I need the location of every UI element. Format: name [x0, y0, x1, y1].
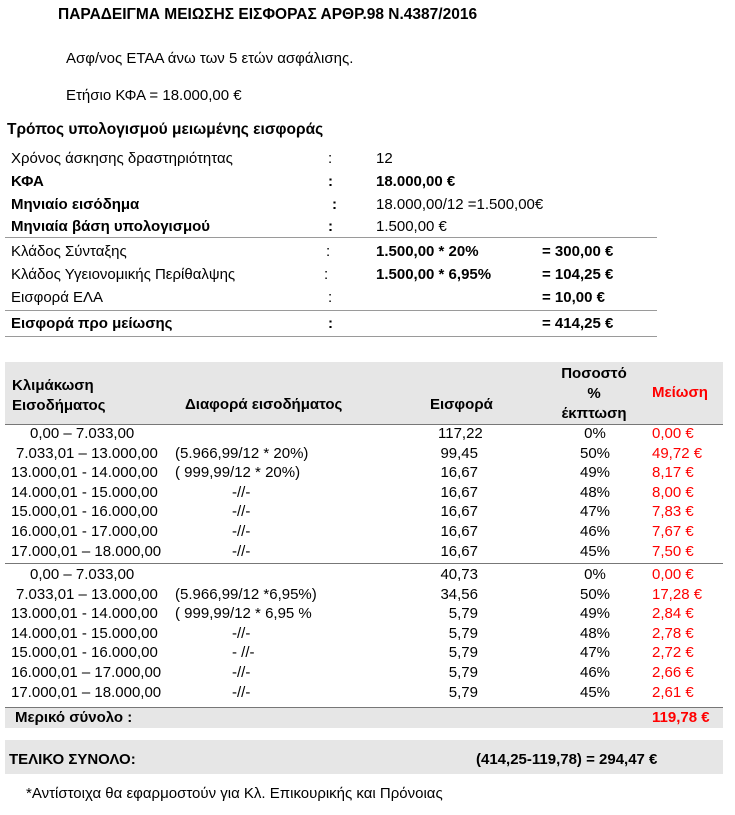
cell-reduction: 0,00 €	[652, 425, 694, 442]
cell-reduction: 7,50 €	[652, 542, 694, 560]
subtotal-label: Μερικό σύνολο :	[15, 709, 133, 726]
intro-line-2: Ετήσιο ΚΦΑ = 18.000,00 €	[66, 87, 242, 104]
cell-income-bracket: 17.000,01 – 18.000,00	[11, 542, 162, 560]
cell-income-bracket: 7.033,01 – 13.000,00	[16, 444, 158, 462]
calc-label: Μηνιαία βάση υπολογισμού	[11, 218, 211, 235]
calc-colon: :	[328, 173, 333, 190]
calc-value: 18.000,00 €	[376, 173, 456, 190]
calc-label: Μηνιαίο εισόδημα	[11, 196, 140, 213]
cell-contribution: 16,67	[440, 523, 478, 540]
cell-income-bracket: 14.000,01 - 15.000,00	[11, 483, 158, 501]
cell-reduction: 8,17 €	[652, 464, 694, 482]
cell-contribution: 16,67	[440, 503, 478, 521]
cell-income-difference: -//-	[232, 503, 251, 521]
cell-income-bracket: 0,00 – 7.033,00	[30, 566, 135, 583]
cell-income-bracket: 7.033,01 – 13.000,00	[16, 585, 158, 603]
cell-income-difference: - //-	[232, 644, 255, 662]
cell-contribution: 16,67	[440, 483, 478, 501]
cell-discount-percent: 45%	[579, 683, 611, 701]
calc-colon: :	[332, 196, 337, 213]
cell-discount-percent: 48%	[579, 624, 611, 642]
calc-label: Εισφορά προ μείωσης	[11, 315, 173, 332]
cell-discount-percent: 46%	[579, 523, 611, 540]
cell-income-difference: -//-	[232, 523, 251, 540]
cell-reduction: 2,84 €	[652, 605, 694, 623]
calc-value: 1.500,00 * 6,95%	[376, 266, 492, 283]
calc-divider-2	[5, 310, 657, 311]
header-contribution: Εισφορά	[430, 396, 493, 413]
calc-result: = 104,25 €	[542, 266, 614, 283]
cell-discount-percent: 50%	[579, 444, 611, 462]
cell-reduction: 49,72 €	[652, 444, 703, 462]
subtotal-value: 119,78 €	[652, 709, 710, 726]
cell-contribution: 117,22	[438, 425, 483, 442]
calc-result: = 300,00 €	[542, 243, 614, 260]
calc-label: ΚΦΑ	[11, 173, 44, 190]
cell-income-bracket: 13.000,01 - 14.000,00	[11, 464, 158, 482]
calc-label: Χρόνος άσκησης δραστηριότητας	[11, 150, 233, 167]
cell-discount-percent: 45%	[579, 542, 611, 560]
cell-contribution: 16,67	[440, 464, 478, 482]
calc-colon: :	[326, 243, 331, 260]
footnote: *Αντίστοιχα θα εφαρμοστούν για Κλ. Επικουρικής και Πρόνοιας	[26, 785, 443, 802]
cell-income-difference: -//-	[232, 664, 251, 681]
cell-contribution: 5,79	[448, 683, 478, 701]
calc-value: 1.500,00 * 20%	[376, 243, 479, 260]
cell-reduction: 17,28 €	[652, 585, 703, 603]
cell-discount-percent: 0%	[584, 425, 606, 442]
cell-income-bracket: 14.000,01 - 15.000,00	[11, 624, 158, 642]
cell-reduction: 2,61 €	[652, 683, 694, 701]
calc-colon: :	[328, 289, 333, 306]
cell-income-difference: -//-	[232, 683, 251, 701]
cell-contribution: 40,73	[440, 566, 478, 583]
cell-income-bracket: 15.000,01 - 16.000,00	[11, 644, 158, 662]
calc-colon: :	[328, 150, 333, 167]
cell-contribution: 34,56	[440, 585, 478, 603]
header-reduction: Μείωση	[652, 384, 708, 401]
final-total-value: (414,25-119,78) = 294,47 €	[476, 751, 658, 768]
cell-discount-percent: 49%	[579, 605, 611, 623]
cell-reduction: 2,78 €	[652, 624, 694, 642]
cell-income-bracket: 16.000,01 - 17.000,00	[11, 523, 158, 540]
cell-income-difference: -//-	[232, 624, 251, 642]
calc-result: = 414,25 €	[542, 315, 614, 332]
cell-income-difference: -//-	[232, 483, 251, 501]
final-total-label: ΤΕΛΙΚΟ ΣΥΝΟΛΟ:	[9, 751, 136, 768]
cell-income-difference: (5.966,99/12 * 20%)	[175, 444, 309, 462]
cell-reduction: 2,72 €	[652, 644, 694, 662]
cell-contribution: 99,45	[440, 444, 478, 462]
calc-colon: :	[328, 315, 333, 332]
calc-colon: :	[324, 266, 329, 283]
cell-income-difference: ( 999,99/12 * 20%)	[175, 464, 301, 482]
cell-contribution: 16,67	[440, 542, 478, 560]
header-income-bracket: Κλιμάκωση Εισοδήματος	[12, 377, 106, 414]
cell-discount-percent: 47%	[579, 644, 611, 662]
cell-reduction: 7,67 €	[652, 523, 694, 540]
header-income-difference: Διαφορά εισοδήματος	[185, 396, 343, 413]
calc-result: = 10,00 €	[542, 289, 605, 306]
cell-reduction: 0,00 €	[652, 566, 694, 583]
cell-reduction: 2,66 €	[652, 664, 694, 681]
cell-income-bracket: 15.000,01 - 16.000,00	[11, 503, 158, 521]
cell-reduction: 7,83 €	[652, 503, 694, 521]
calc-label: Εισφορά ΕΛΑ	[11, 289, 104, 306]
calc-value: 1.500,00 €	[376, 218, 447, 235]
calc-value: 12	[376, 150, 393, 167]
cell-discount-percent: 48%	[579, 483, 611, 501]
intro-line-1: Ασφ/νος ΕΤΑΑ άνω των 5 ετών ασφάλισης.	[66, 50, 354, 67]
header-discount-percent: Ποσοστό % έκπτωση	[561, 365, 627, 422]
calc-divider-3	[5, 336, 657, 337]
cell-contribution: 5,79	[448, 664, 478, 681]
cell-discount-percent: 50%	[579, 585, 611, 603]
group-divider	[5, 563, 723, 564]
page-title: ΠΑΡΑΔΕΙΓΜΑ ΜΕΙΩΣΗΣ ΕΙΣΦΟΡΑΣ ΑΡΘΡ.98 Ν.4387/2016	[58, 6, 478, 23]
cell-income-bracket: 16.000,01 – 17.000,00	[11, 664, 162, 681]
calc-label: Κλάδος Υγειονομικής Περίθαλψης	[11, 266, 236, 283]
cell-income-bracket: 17.000,01 – 18.000,00	[11, 683, 162, 701]
calc-divider-1	[5, 237, 657, 238]
calc-value: 18.000,00/12 =1.500,00€	[376, 196, 544, 213]
cell-income-difference: (5.966,99/12 *6,95%)	[175, 585, 317, 603]
cell-income-difference: ( 999,99/12 * 6,95 %	[175, 605, 312, 623]
subtotal-divider	[5, 707, 723, 708]
cell-income-bracket: 0,00 – 7.033,00	[30, 425, 135, 442]
cell-income-difference: -//-	[232, 542, 251, 560]
method-heading: Τρόπος υπολογισμού μειωμένης εισφοράς	[7, 121, 324, 138]
cell-discount-percent: 46%	[579, 664, 611, 681]
calc-label: Κλάδος Σύνταξης	[11, 243, 127, 260]
calc-colon: :	[328, 218, 333, 235]
cell-contribution: 5,79	[448, 644, 478, 662]
cell-contribution: 5,79	[448, 624, 478, 642]
cell-contribution: 5,79	[448, 605, 478, 623]
cell-reduction: 8,00 €	[652, 483, 694, 501]
cell-discount-percent: 47%	[579, 503, 611, 521]
cell-income-bracket: 13.000,01 - 14.000,00	[11, 605, 158, 623]
cell-discount-percent: 0%	[584, 566, 606, 583]
cell-discount-percent: 49%	[579, 464, 611, 482]
